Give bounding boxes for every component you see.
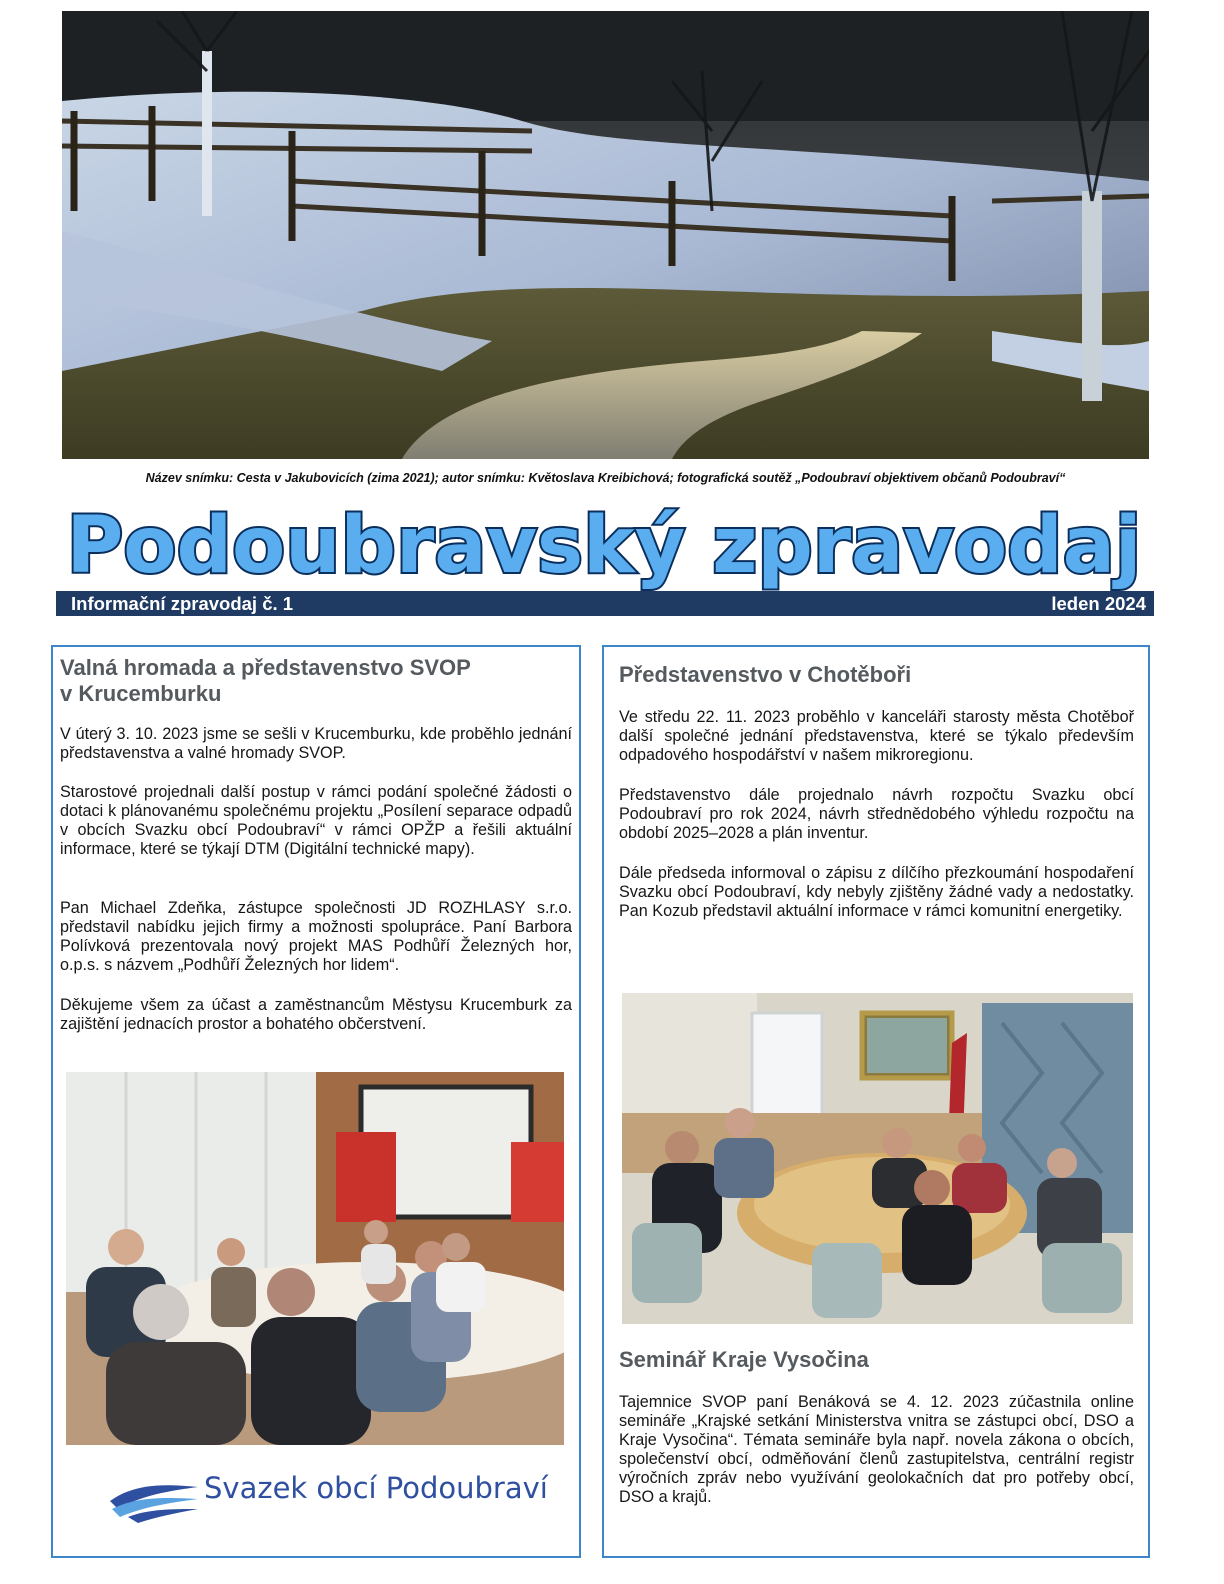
issue-bar xyxy=(56,591,1154,616)
article-left-p3: Pan Michael Zdeňka, zástupce společnosti JD ROZHLASY s.r.o. představil nabídku jejich firmy a možnosti spolupráce. Paní Barbora Polívková prezentovala nový projekt MAS Podhůří Železných hor, o.p.s. s názvem „Podhůří Železných hor lidem“. xyxy=(60,899,572,974)
article-right-1-p3: Dále předseda informoval o zápisu z dílčího přezkoumání hospodaření Svazku obcí Podoubraví, kdy nebyly zjištěny žádné vady a nedostatky. Pan Kozub představil aktuální informace v rámci komunitní energetiky. xyxy=(619,864,1134,920)
wave-logo-icon xyxy=(108,1463,198,1525)
article-right-1-title: Představenstvo v Chotěboři xyxy=(619,662,912,687)
masthead-title: Podoubravský zpravodaj xyxy=(66,501,1142,591)
logo-text: Svazek obcí Podoubraví xyxy=(204,1471,548,1505)
article-left-title xyxy=(60,655,570,707)
meeting-photo-krucemburk xyxy=(66,1072,564,1445)
article-right-1-p2: Představenstvo dále projednalo návrh rozpočtu Svazku obcí Podoubraví pro rok 2024, návrh střednědobého výhledu rozpočtu na období 2025–2028 a plán inventur. xyxy=(619,786,1134,842)
hero-photo xyxy=(62,11,1149,459)
article-right-2-title: Seminář Kraje Vysočina xyxy=(619,1347,869,1372)
article-left-p4: Děkujeme všem za účast a zaměstnancům Městysu Krucemburk za zajištění jednacích prostor a bohatého občerstvení. xyxy=(60,996,572,1033)
winter-road-image xyxy=(62,11,1149,459)
masthead-title-graphic xyxy=(56,500,1156,592)
masthead xyxy=(56,500,1156,592)
article-left-p2: Starostové projednali další postup v rámci podání společné žádosti o dotaci k plánovanému společnému projektu „Posílení separace odpadů v obcích Svazku obcí Podoubraví“ v rámci OPŽP a řešili aktuální informace, které se týkají DTM (Digitální technické mapy). xyxy=(60,783,572,858)
article-right-1-p1: Ve středu 22. 11. 2023 proběhlo v kanceláři starosty města Chotěboř další společné jednání představenstva, které se týkalo především odpadového hospodářství v našem mikroregionu. xyxy=(619,708,1134,764)
issue-date: leden 2024 xyxy=(1051,593,1146,614)
article-left-title-line1: Valná hromada a představenstvo SVOP xyxy=(60,655,471,680)
meeting-photo-chotebor xyxy=(622,993,1133,1324)
photo-caption: Název snímku: Cesta v Jakubovicích (zima 2021); autor snímku: Květoslava Kreibichová; fotografická soutěž „Podoubraví objektivem občanů Podoubraví“ xyxy=(145,471,1066,485)
article-left-title-line2: v Krucemburku xyxy=(60,681,222,706)
svop-logo xyxy=(108,1463,548,1525)
article-right-2-p1: Tajemnice SVOP paní Benáková se 4. 12. 2023 zúčastnila online semináře „Krajské setkání Ministerstva vnitra se zástupci obcí, DSO a Kraje Vysočina“. Témata semináře byla např. novela zákona o obcích, společenství obcí, odměňování členů zastupitelstva, centrální registr výročních zpráv nebo využívání geolokačních dat pro potřeby obcí, DSO a krajů. xyxy=(619,1393,1134,1506)
issue-label: Informační zpravodaj č. 1 xyxy=(71,593,294,614)
article-left-p1: V úterý 3. 10. 2023 jsme se sešli v Krucemburku, kde proběhlo jednání představenstva a valné hromady SVOP. xyxy=(60,725,572,762)
